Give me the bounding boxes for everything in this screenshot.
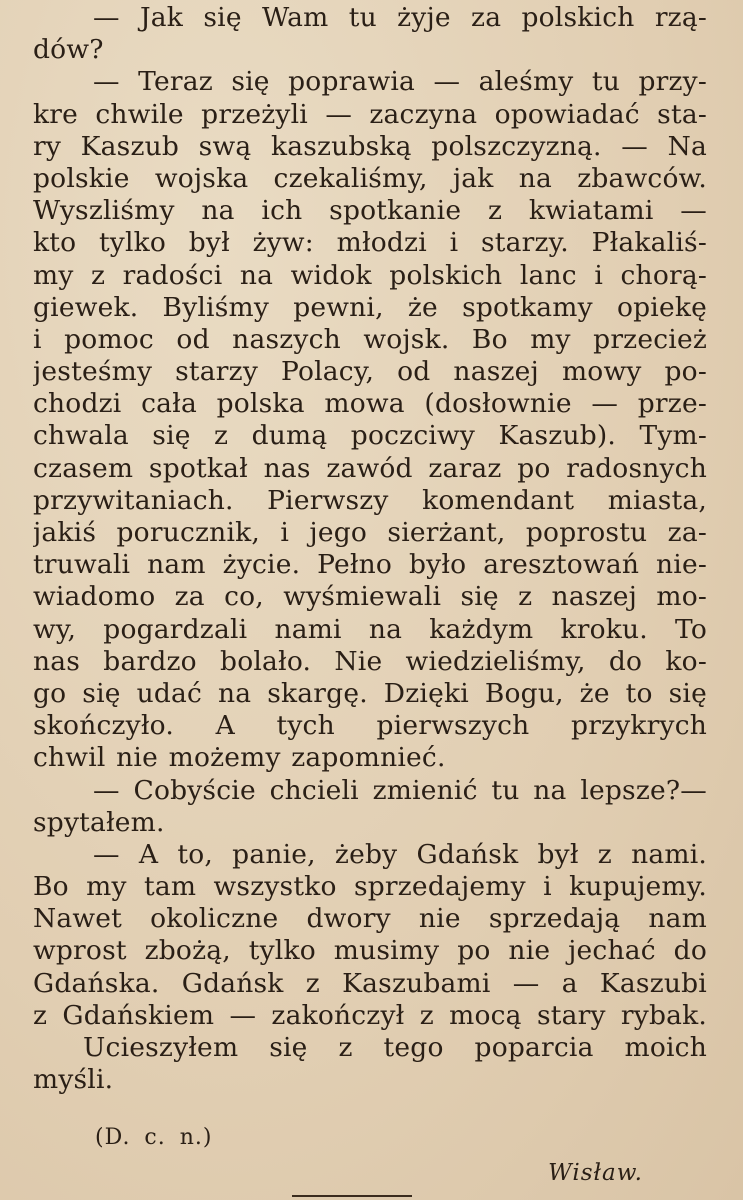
article-line: z Gdańskiem — zakończył z mocą stary rybak. <box>33 999 707 1031</box>
article-line: — Teraz się poprawia — aleśmy tu przy- <box>93 66 707 98</box>
article-line: my z radości na widok polskich lanc i chorą- <box>33 259 707 291</box>
article-line: skończyło. A tych pierwszych przykrych <box>33 710 707 742</box>
article-line: chwil nie możemy zapomnieć. <box>33 742 446 774</box>
article-line: Bo my tam wszystko sprzedajemy i kupujemy. <box>33 871 707 903</box>
article-line: kre chwile przeżyli — zaczyna opowiadać sta- <box>33 98 707 130</box>
article-line: wiadomo za co, wyśmiewali się z naszej mo- <box>33 581 707 613</box>
article-line: Nawet okoliczne dwory nie sprzedają nam <box>33 903 707 935</box>
end-rule <box>292 1195 412 1197</box>
article-column <box>33 2 707 1096</box>
article-line: — A to, panie, żeby Gdańsk był z nami. <box>93 838 707 870</box>
article-line: kto tylko był żyw: młodzi i starzy. Płakaliś- <box>33 227 707 259</box>
article-line: nas bardzo bolało. Nie wiedzieliśmy, do ko- <box>33 645 707 677</box>
article-line: spytałem. <box>33 806 165 838</box>
article-line: jesteśmy starzy Polacy, od naszej mowy po- <box>33 356 707 388</box>
article-line: go się udać na skargę. Dzięki Bogu, że to się <box>33 677 707 709</box>
article-line: wprost zbożą, tylko musimy po nie jechać do <box>33 935 707 967</box>
article-line: jakiś porucznik, i jego sierżant, poprostu za- <box>33 517 707 548</box>
article-line: Wyszliśmy na ich spotkanie z kwiatami — <box>33 195 707 227</box>
article-line: polskie wojska czekaliśmy, jak na zbawców. <box>33 162 707 194</box>
article-line: myśli. <box>33 1064 114 1096</box>
article-line: czasem spotkał nas zawód zaraz po radosnych <box>33 452 707 484</box>
article-line: truwali nam życie. Pełno było aresztowań nie- <box>33 549 707 581</box>
article-line: wy, pogardzali nami na każdym kroku. To <box>33 613 707 645</box>
article-line: i pomoc od naszych wojsk. Bo my przecież <box>33 323 707 355</box>
article-line: chodzi cała polska mowa (dosłownie — prze- <box>33 388 707 420</box>
article-line: — Jak się Wam tu żyje za polskich rzą- <box>93 2 707 33</box>
article-line: ry Kaszub swą kaszubską polszczyzną. — Na <box>33 130 707 162</box>
continuation-note: (D. c. n.) <box>95 1125 213 1150</box>
article-line: przywitaniach. Pierwszy komendant miasta, <box>33 484 707 516</box>
article-line: dów? <box>33 34 104 66</box>
article-line: chwala się z dumą poczciwy Kaszub). Tym- <box>33 420 707 452</box>
article-line: giewek. Byliśmy pewni, że spotkamy opiekę <box>33 291 707 323</box>
article-line: Gdańska. Gdańsk z Kaszubami — a Kaszubi <box>33 967 707 999</box>
author-signature: Wisław. <box>548 1160 643 1186</box>
article-line: Ucieszyłem się z tego poparcia moich <box>83 1032 707 1063</box>
article-line: — Cobyście chcieli zmienić tu na lepsze?— <box>93 774 707 806</box>
